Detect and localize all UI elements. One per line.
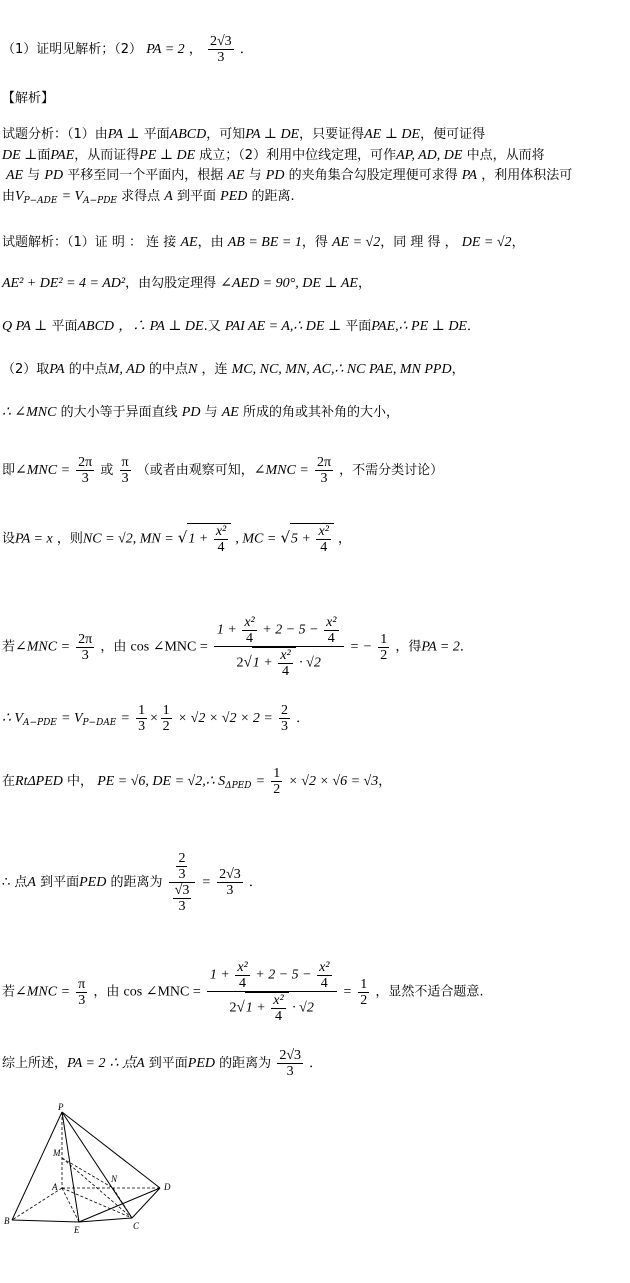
- pyramid-figure: [0, 1100, 200, 1240]
- fraction: $\frac{\pi}{3}$: [121, 455, 129, 486]
- fraction: $\frac{2√3}{3}$: [219, 867, 241, 898]
- label-D: D: [164, 1182, 171, 1192]
- fraction: $\frac{2\pi}{3}$: [316, 455, 332, 486]
- answer-line: （1）证明见解析；（2） PA = 2 ， $\frac{2√3}{3}$ ．: [2, 34, 253, 65]
- solution-line-1: 试题解析：（1）证 明 ： 连 接 AE，由 AB = BE = 1，得 AE = √2，同 理 得 ， DE = √2，: [2, 235, 525, 250]
- solution-line-13: 综上所述，PA = 2 ∴ 点A 到平面PED 的距离为 $\frac{2√3}{3}$ ．: [2, 1048, 323, 1079]
- fraction: $\frac{2\pi}{3}$: [78, 455, 93, 486]
- solution-line-2: AE² + DE² = 4 = AD²，由勾股定理得 ∠AED = 90°, DE ⊥ AE，: [2, 276, 371, 291]
- cos-fraction: 1 + $\frac{\text{x²}}{4}$ + 2 − 5 − $\frac{\text{x²}}{4}$ 2√1 + $\frac{\text{x²}}{4}$ · √2: [207, 960, 337, 1024]
- solution-line-4: （2）取PA 的中点M, AD 的中点N ，连 MC, NC, MN, AC,∴ NC PAE, MN PPD，: [2, 362, 465, 377]
- fraction: $\frac{1}{2}$: [380, 631, 388, 663]
- fraction: $\frac{2√3}{3}$: [279, 1048, 301, 1079]
- label-E: E: [74, 1225, 80, 1235]
- fraction: $\frac{2}{3}$: [281, 703, 289, 734]
- section-title: 【解析】: [2, 91, 55, 106]
- fraction: $\frac{1}{2}$: [360, 976, 368, 1008]
- label-P: P: [58, 1102, 64, 1112]
- answer-fraction: $\frac{2√3}{3}$: [209, 34, 232, 65]
- solution-line-7: 设PA = x ，则NC = √2, MN = √1 + $\frac{\text{x²}}{4}$ , MC = √5 + $\frac{\text{x²}}{4}$ ，: [2, 524, 352, 555]
- label-A: A: [52, 1182, 58, 1192]
- fraction: $\frac{\pi}{3}$: [78, 976, 86, 1008]
- label-M: M: [53, 1148, 61, 1158]
- label-N: N: [111, 1174, 118, 1184]
- analysis-line-1: 试题分析：（1）由PA ⊥ 平面ABCD，可知PA ⊥ DE，只要证得AE ⊥ DE，便可证得: [2, 127, 486, 142]
- solution-line-3: Q PA ⊥ 平面ABCD ，∴ PA ⊥ DE.又 PAI AE = A,∴ DE ⊥ 平面PAE,∴ PE ⊥ DE．: [2, 319, 481, 334]
- cos-fraction: 1 + $\frac{\text{x²}}{4}$ + 2 − 5 − $\frac{\text{x²}}{4}$ 2√1 + $\frac{\text{x²}}{4}$ · √2: [214, 615, 344, 679]
- solution-line-5: ∴ ∠MNC 的大小等于异面直线 PD 与 AE 所成的角或其补角的大小，: [2, 405, 400, 420]
- solution-line-11: ∴ 点A 到平面PED 的距离为 $\frac{\frac{2}{3}}{\frac{√3}{3}}$ = $\frac{2√3}{3}$ ．: [2, 851, 262, 914]
- fraction: $\frac{1}{2}$: [273, 766, 281, 797]
- nested-fraction: $\frac{\frac{2}{3}}{\frac{√3}{3}}$: [169, 851, 196, 914]
- solution-line-9: ∴ $V_{A-PDE} = V_{P-DAE}$ = $\frac{1}{3}$ × $\frac{1}{2}$ × √2 × √2 × 2 = $\frac{2}{3}$ ．: [2, 703, 310, 734]
- analysis-line-3: AE 与 PD 平移至同一个平面内，根据 AE 与 PD 的夹角集合勾股定理便可求得 PA ，利用体积法可: [6, 168, 573, 183]
- solution-line-8: 若∠MNC = $\frac{2\pi}{3}$ ，由 cos ∠MNC = 1 + $\frac{\text{x²}}{4}$ + 2 − 5 − $\frac{\text{x²}}{4}$ 2√1 + $\frac{\text{x²}}{4}$ · √2 = − $\frac{1}{2}$ ，得PA = 2．: [2, 615, 473, 679]
- label-C: C: [133, 1221, 140, 1231]
- analysis-line-4: 由$V_{P-ADE} = V_{A-PDE}$ 求得点 A 到平面 PED 的距离.: [2, 189, 295, 206]
- label-B: B: [4, 1216, 10, 1226]
- solution-line-6: 即∠MNC = $\frac{2\pi}{3}$ 或 $\frac{\pi}{3}$ （或者由观察可知，∠MNC = $\frac{2\pi}{3}$ ，不需分类讨论）: [2, 455, 444, 486]
- analysis-line-2: DE ⊥面PAE，从而证得PE ⊥ DE 成立；（2）利用中位线定理，可作AP, AD, DE 中点，从而将: [2, 148, 545, 163]
- fraction: $\frac{2\pi}{3}$: [78, 631, 93, 663]
- solution-line-10: 在RtΔPED 中， PE = √6, DE = √2,∴ $S_{\Delta PED}$ = $\frac{1}{2}$ × √2 × √6 = √3，: [2, 766, 392, 797]
- solution-line-12: 若∠MNC = $\frac{\pi}{3}$ ，由 cos ∠MNC = 1 + $\frac{\text{x²}}{4}$ + 2 − 5 − $\frac{\text{x²}}{4}$ 2√1 + $\frac{\text{x²}}{4}$ · √2 = $\frac{1}{2}$ ，显然不适合题意.: [2, 960, 484, 1024]
